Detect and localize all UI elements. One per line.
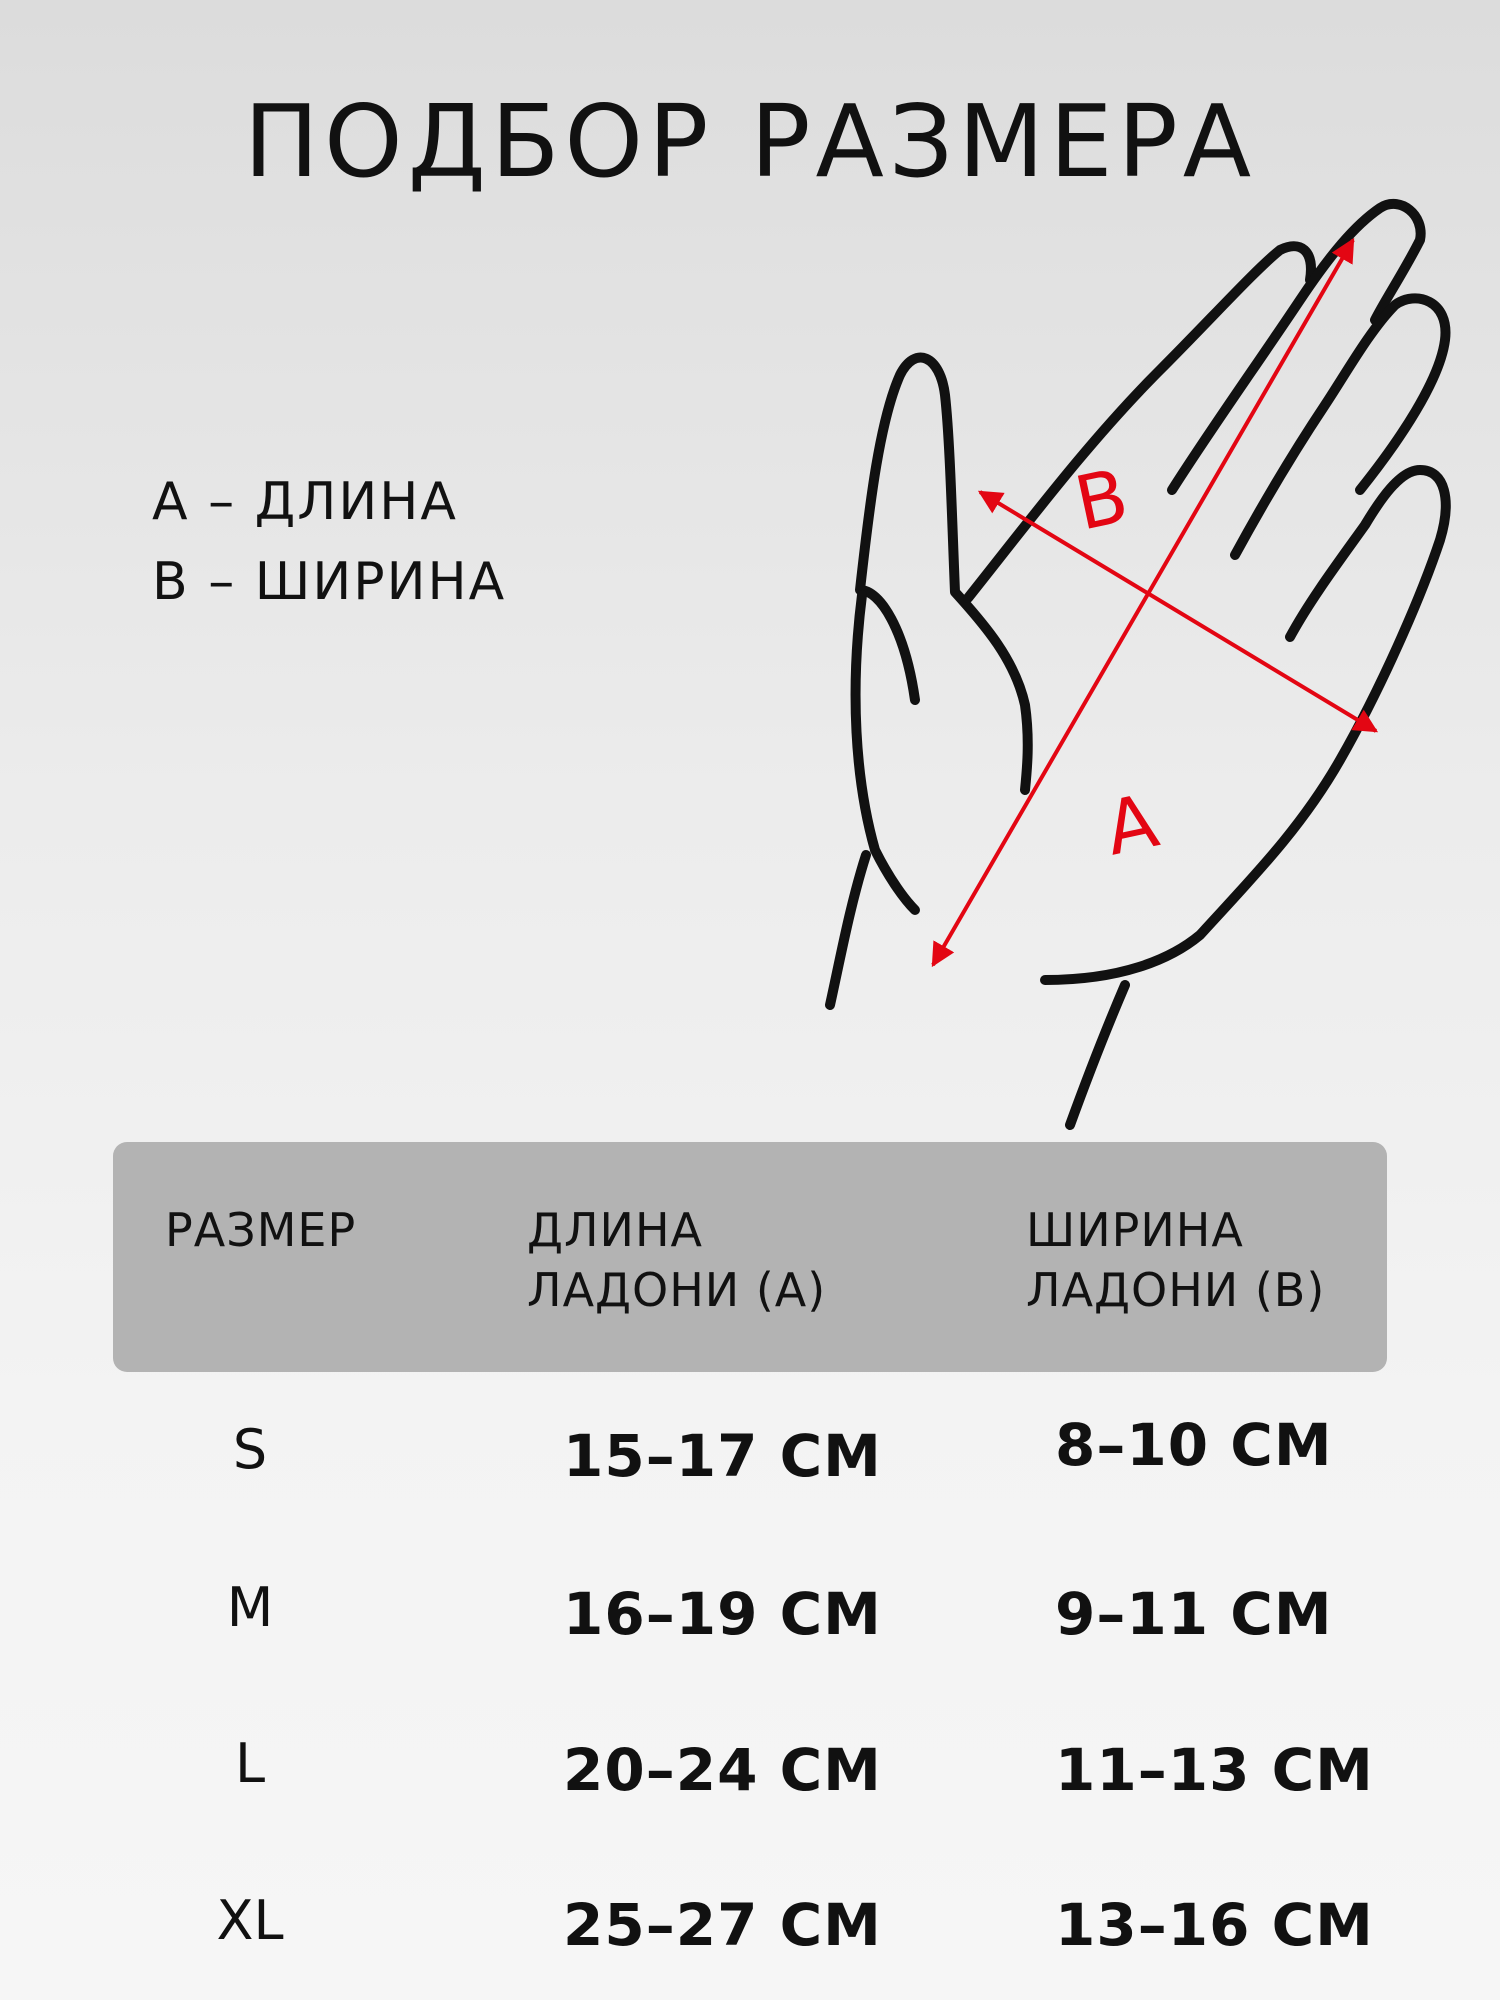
row-length-l: 20–24 СМ: [563, 1736, 882, 1804]
row-width-xl: 13–16 СМ: [1055, 1891, 1374, 1959]
legend-width: В – ШИРИНА: [152, 552, 507, 612]
row-length-m: 16–19 СМ: [563, 1580, 882, 1648]
hand-outline-icon: [830, 204, 1446, 1125]
row-size-l: L: [234, 1732, 266, 1795]
label-b: В: [1067, 452, 1136, 548]
row-size-xl: XL: [216, 1889, 284, 1952]
row-size-m: M: [226, 1576, 274, 1639]
row-length-xl: 25–27 СМ: [563, 1891, 882, 1959]
row-size-s: S: [232, 1418, 268, 1481]
header-width: ШИРИНА ЛАДОНИ (В): [1026, 1203, 1326, 1317]
row-length-s: 15–17 СМ: [563, 1422, 882, 1490]
page-title: ПОДБОР РАЗМЕРА: [243, 83, 1257, 200]
legend-length: А – ДЛИНА: [152, 472, 458, 532]
row-width-s: 8–10 СМ: [1055, 1411, 1333, 1479]
row-width-l: 11–13 СМ: [1055, 1736, 1374, 1804]
header-length: ДЛИНА ЛАДОНИ (А): [527, 1203, 827, 1317]
row-width-m: 9–11 СМ: [1055, 1580, 1333, 1648]
label-a: А: [1097, 777, 1166, 873]
header-size: РАЗМЕР: [165, 1203, 357, 1257]
